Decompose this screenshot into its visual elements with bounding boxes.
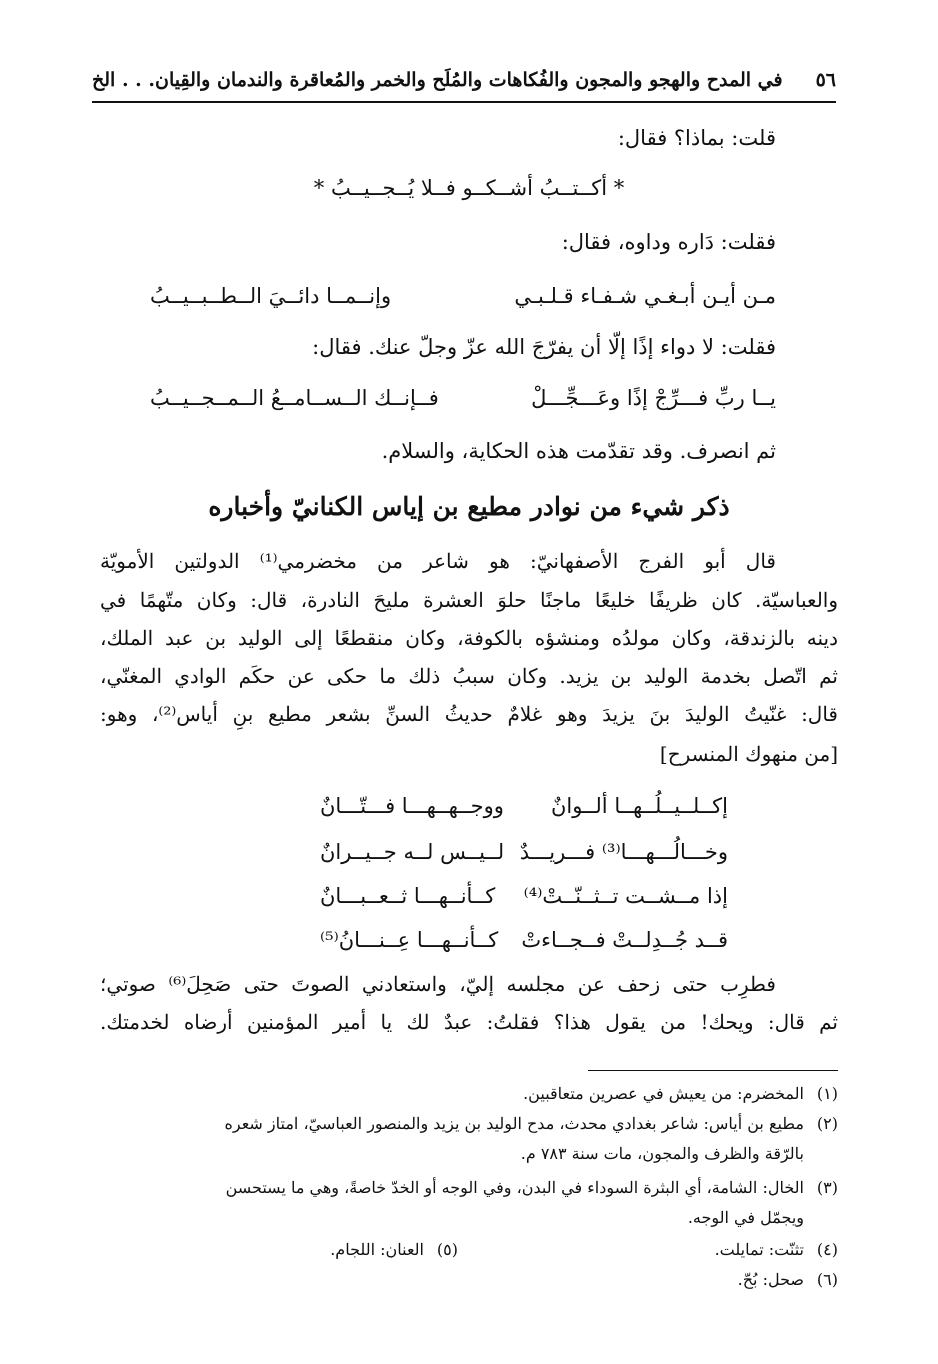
- footnote: [100, 1268, 838, 1292]
- paragraph-line: دينه بالزندقة، وكان مولدُه ومنشؤه بالكوفة، وكان منقطعًا إلى الوليد بن عبد الملك،: [100, 626, 838, 650]
- section-heading: ذكر شيء من نوادر مطيع بن إياس الكنانيّ وأخباره: [208, 492, 730, 521]
- page-header: [92, 60, 836, 100]
- footnote-text: تثنّت: تمايلت.: [714, 1240, 804, 1259]
- footnote: [458, 1238, 838, 1262]
- poem-second-hemistich: ووجــهــهـــا فـــتّـــانٌ: [320, 794, 504, 818]
- footnote-text: صحل: بُحّ.: [737, 1270, 804, 1289]
- paragraph-line: ثم قال: ويحك! من يقول هذا؟ فقلتُ: عبدٌ لك يا أمير المؤمنين أرضاه لخدمتك.: [100, 1010, 838, 1034]
- poem-line: [100, 784, 838, 828]
- verse-line: [150, 378, 776, 418]
- footnote-text: الخال: الشامة، أي البثرة السوداء في البدن، وفي الوجه أو الخدّ خاصةً، وهي ما يستحسن: [225, 1178, 804, 1197]
- poem-second-hemistich: لــيــس لــه جــيــرانٌ: [320, 840, 505, 864]
- footnote-continuation: [100, 1142, 838, 1166]
- footnote-number: (٢): [816, 1114, 838, 1133]
- footnote-text: بالرّقة والظرف والمجون، مات سنة ٧٨٣ م.: [520, 1144, 804, 1163]
- footnote-text: ويجمّل في الوجه.: [687, 1208, 804, 1227]
- paragraph-line: قال: غنّيتُ الوليدَ بنَ يزيدَ وهو غلامٌ حديثُ السنِّ بشعر مطيع بنِ أياس⁽²⁾، وهو:: [100, 702, 838, 726]
- footnote-row: [100, 1238, 838, 1262]
- verse-first-hemistich: مـن أيـن أبـغـي شـفـاء قـلـبـي: [514, 284, 776, 308]
- poem-second-hemistich: كــأنــهـــا ثــعــبـــانٌ: [320, 884, 496, 908]
- header-rule: [92, 101, 836, 103]
- poem-first-hemistich: وخـــالُـــهـــا⁽³⁾ فـــريـــدٌ: [519, 840, 728, 864]
- poem-line: [100, 918, 838, 962]
- footnote-number: (٦): [816, 1270, 838, 1289]
- verse-second-hemistich: وإنــمــا دائــيَ الــطــبــيــبُ: [150, 284, 392, 308]
- footnote: [100, 1082, 838, 1106]
- narrative-line: فقلت: لا دواء إذًا إلّا أن يفرّجَ الله عزّ وجلّ عنك. فقال:: [312, 335, 776, 359]
- verse-first-hemistich: يــا ربِّ فـــرِّجْ إذًا وعَـــجِّـــلْ: [531, 386, 776, 410]
- footnote: [330, 1238, 458, 1262]
- footnote-text: العنان: اللجام.: [330, 1240, 424, 1259]
- footnote-number: (١): [816, 1084, 838, 1103]
- paragraph-line: فطرِب حتى زحف عن مجلسه إليّ، واستعادني الصوتَ حتى صَحِلَ⁽⁶⁾ صوتي؛: [100, 972, 776, 996]
- footnote-number: (٣): [816, 1178, 838, 1197]
- footnote: [100, 1176, 838, 1200]
- poem-second-hemistich: كــأنــهـــا عِــنـــانُ⁽⁵⁾: [320, 928, 499, 952]
- paragraph-line: ثم اتّصل بخدمة الوليد بن يزيد. وكان سببُ ذلك ما حكى عن حكَم الوادي المغنّي،: [100, 664, 838, 688]
- footnote: [100, 1112, 838, 1136]
- footnote-continuation: [100, 1206, 838, 1230]
- narrative-line: قلت: بماذا؟ فقال:: [617, 126, 776, 150]
- footnote-rule: [588, 1070, 838, 1071]
- meter-label: [من منهوك المنسرح]: [659, 742, 838, 766]
- paragraph-line: قال أبو الفرج الأصفهانيّ: هو شاعر من مخضرمي⁽¹⁾ الدولتين الأمويّة: [100, 549, 776, 573]
- footnote-number: (٥): [436, 1240, 458, 1259]
- poem-first-hemistich: إكــلــيــلُــهــا ألــوانٌ: [551, 794, 728, 818]
- poem-first-hemistich: إذا مــشــت تــثــنّــتْ⁽⁴⁾: [523, 884, 728, 908]
- footnote-text: المخضرم: من يعيش في عصرين متعاقبين.: [523, 1084, 804, 1103]
- running-title: في المدح والهجو والمجون والفُكاهات والمُلَح والخمر والمُعاقرة والندمان والقِيان. . . الخ: [92, 69, 783, 91]
- poem-line: [100, 874, 838, 918]
- footnote-number: (٤): [816, 1240, 838, 1259]
- footnote-text: مطيع بن أياس: شاعر بغدادي محدث، مدح الوليد بن يزيد والمنصور العباسيّ، امتاز شعره: [224, 1114, 804, 1133]
- poem-line: [100, 830, 838, 874]
- narrative-line: ثم انصرف. وقد تقدّمت هذه الحكاية، والسلام.: [381, 439, 776, 463]
- page-number: ٥٦: [815, 69, 836, 91]
- centered-verse: * أكــتــبُ أشــكــو فــلا يُــجــيــبُ *: [313, 176, 625, 200]
- poem-first-hemistich: قــد جُــدِلــتْ فــجــاءتْ: [521, 928, 728, 952]
- verse-line: [150, 276, 776, 316]
- narrative-line: فقلت: دَاره وداوه، فقال:: [561, 230, 776, 254]
- paragraph-line: والعباسيّة. كان ظريفًا خليعًا ماجنًا حلوَ العشرة مليحَ النادرة، قال: وكان متّهمًا في: [100, 588, 838, 612]
- verse-second-hemistich: فــإنــك الــســامــعُ الــمــجــيــبُ: [150, 386, 439, 410]
